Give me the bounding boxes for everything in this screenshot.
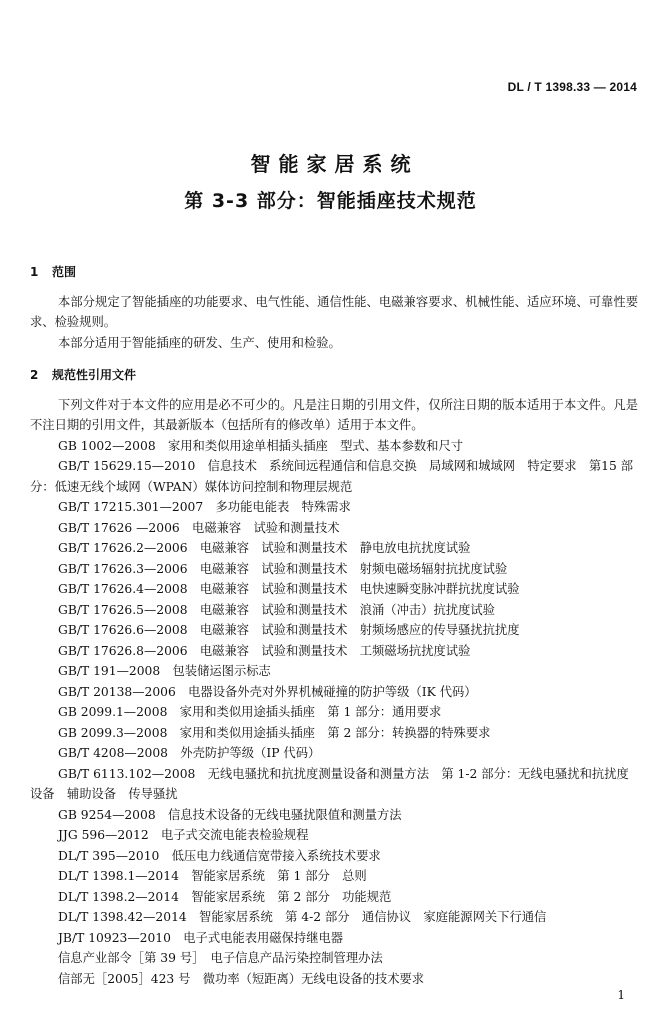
reference-item: DL/T 1398.2—2014 智能家居系统 第 2 部分 功能规范 <box>58 889 392 904</box>
reference-item: JJG 596—2012 电子式交流电能表检验规程 <box>58 828 309 842</box>
reference-item: GB/T 191—2008 包装储运图示标志 <box>58 664 271 678</box>
reference-item: 信部无［2005］423 号 微功率（短距离）无线电设备的技术要求 <box>58 971 425 986</box>
reference-item: GB/T 6113.102—2008 无线电骚扰和抗扰度测量设备和测量方法 第 1-2 部分：无线电骚扰和抗扰度设备 辅助设备 传导骚扰 <box>30 766 629 801</box>
section-number: 1 <box>30 265 39 279</box>
reference-item: GB/T 17215.301—2007 多功能电能表 特殊需求 <box>58 500 351 514</box>
section-scope <box>30 262 638 353</box>
reference-item: GB 1002—2008 家用和类似用途单相插头插座 型式、基本参数和尺寸 <box>58 438 464 453</box>
reference-item: GB 2099.1—2008 家用和类似用途插头插座 第 1 部分：通用要求 <box>58 705 442 719</box>
reference-item: GB/T 4208—2008 外壳防护等级（IP 代码） <box>58 746 321 760</box>
document-title: 智能家居系统 <box>250 152 419 176</box>
reference-item: DL/T 395—2010 低压电力线通信宽带接入系统技术要求 <box>58 848 381 863</box>
paragraph: 下列文件对于本文件的应用是必不可少的。凡是注日期的引用文件，仅所注日期的版本适用于本文件。凡是不注日期的引用文件，其最新版本（包括所有的修改单）适用于本文件。 <box>30 397 638 432</box>
reference-item: GB/T 17626.6—2008 电磁兼容 试验和测量技术 射频场感应的传导骚扰抗扰度 <box>58 623 520 637</box>
reference-item: GB/T 20138—2006 电器设备外壳对外界机械碰撞的防护等级（IK 代码） <box>58 684 477 699</box>
reference-item: GB/T 17626.2—2006 电磁兼容 试验和测量技术 静电放电抗扰度试验 <box>58 541 471 555</box>
reference-item: JB/T 10923—2010 电子式电能表用磁保持继电器 <box>58 930 344 945</box>
section-title: 范围 <box>52 265 77 279</box>
reference-item: GB/T 17626.3—2006 电磁兼容 试验和测量技术 射频电磁场辐射抗扰度试验 <box>58 561 508 576</box>
section-number: 2 <box>30 368 39 382</box>
section-heading <box>30 262 638 283</box>
reference-item: DL/T 1398.1—2014 智能家居系统 第 1 部分 总则 <box>58 869 367 883</box>
reference-item: 信息产业部令［第 39 号］ 电子信息产品污染控制管理办法 <box>58 951 383 965</box>
reference-item: GB/T 17626.4—2008 电磁兼容 试验和测量技术 电快速瞬变脉冲群抗扰度试验 <box>58 582 520 596</box>
reference-item: GB 9254—2008 信息技术设备的无线电骚扰限值和测量方法 <box>58 807 402 822</box>
document-subtitle: 第 3-3 部分：智能插座技术规范 <box>184 190 477 212</box>
reference-item: GB/T 15629.15—2010 信息技术 系统间远程通信和信息交换 局域网和城域网 特定要求 第15 部分：低速无线个域网（WPAN）媒体访问控制和物理层规范 <box>30 459 634 494</box>
reference-item: GB/T 17626.8—2006 电磁兼容 试验和测量技术 工频磁场抗扰度试验 <box>58 643 471 658</box>
paragraph: 本部分规定了智能插座的功能要求、电气性能、通信性能、电磁兼容要求、机械性能、适应环境、可靠性要求、检验规则。 <box>30 294 638 329</box>
section-heading <box>30 365 638 386</box>
section-title: 规范性引用文件 <box>52 368 137 382</box>
standard-code: DL / T 1398.33 — 2014 <box>507 80 637 94</box>
paragraph: 本部分适用于智能插座的研发、生产、使用和检验。 <box>58 335 341 350</box>
page-number: 1 <box>617 988 625 1002</box>
section-normative-references <box>30 365 638 989</box>
reference-item: DL/T 1398.42—2014 智能家居系统 第 4-2 部分 通信协议 家庭能源网关下行通信 <box>58 910 547 924</box>
reference-item: GB 2099.3—2008 家用和类似用途插头插座 第 2 部分：转换器的特殊要求 <box>58 725 491 740</box>
reference-item: GB/T 17626 —2006 电磁兼容 试验和测量技术 <box>58 520 340 535</box>
reference-item: GB/T 17626.5—2008 电磁兼容 试验和测量技术 浪涌（冲击）抗扰度试验 <box>58 602 495 617</box>
